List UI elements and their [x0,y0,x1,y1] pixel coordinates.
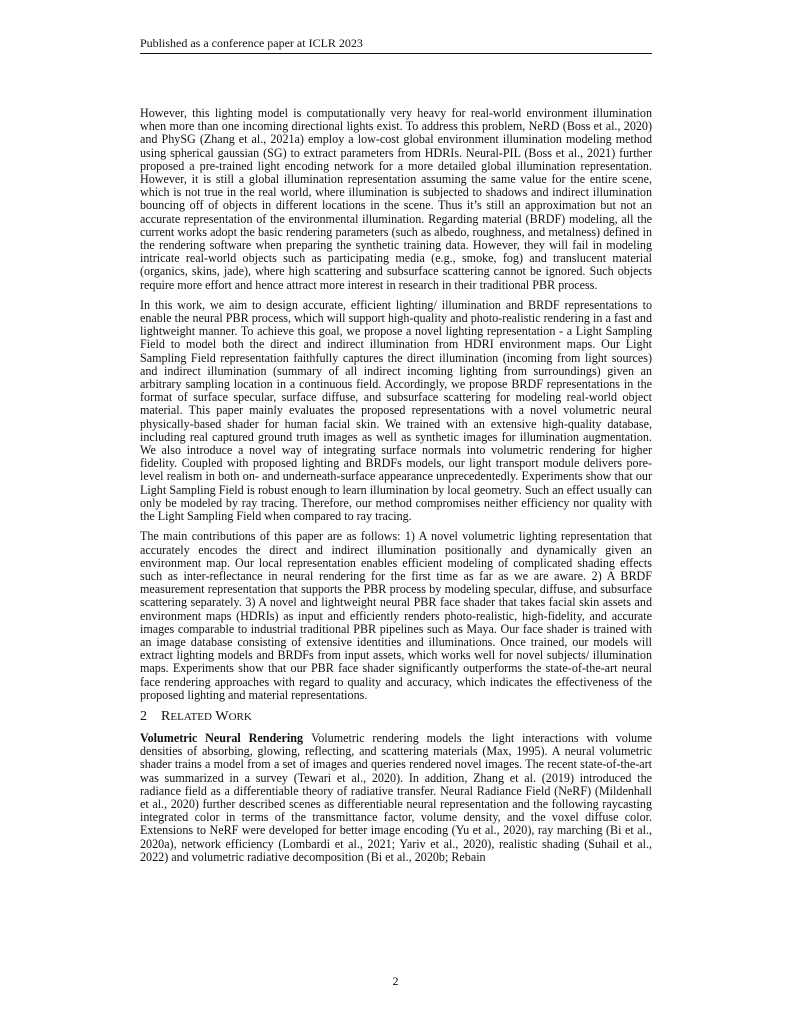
paragraph-run-in-heading: Volumetric Neural Rendering [140,730,304,745]
paragraph-contributions: The main contributions of this paper are as follows: 1) A novel volumetric lighting representation that accurately encodes the direct and indirect illumination positionally and dynamically given an environment map. Our local representation enables efficient modeling of complicated shading effects such as inter-reflectance in neural rendering for the first time as far as we are aware. 2) A BRDF measurement representation that supports the PBR process by modeling specular, diffuse, and subsurface scattering separately. 3) A novel and lightweight neural PBR face shader that takes facial skin assets and environment maps (HDRIs) as input and efficiently renders photo-realistic, high-fidelity, and accurate images comparable to industrial traditional PBR pipelines such as Maya. Our face shader is trained with an image database consisting of extensive identities and illuminations. Once trained, our models will extract lighting models and BRDFs from input assets, which works well for novel subjects/ illumination maps. Experiments show that our PBR face shader significantly outperforms the state-of-the-art neural face rendering approaches with regard to quality and accuracy, which indicates the effectiveness of the proposed lighting and material representations. [140,529,652,702]
paragraph-our-approach: In this work, we aim to design accurate, efficient lighting/ illumination and BRDF representations to enable the neural PBR process, which will support high-quality and photo-realistic rendering in a fast and lightweight manner. To achieve this goal, we propose a novel lighting representation - a Light Sampling Field to model both the direct and indirect illumination from HDRI environment maps. Our Light Sampling Field representation faithfully captures the direct illumination (incoming from light sources) and indirect illumination (summary of all indirect incoming lighting from surroundings) given an arbitrary sampling location in a continuous field. Accordingly, we propose BRDF representations in the format of surface specular, surface diffuse, and subsurface scattering for modeling real-world object material. This paper mainly evaluates the proposed representations with a novel volumetric neural physically-based shader for human facial skin. We trained with an extensive high-quality database, including real captured ground truth images as well as synthetic images for illumination augmentation. We also introduce a novel way of integrating surface normals into volumetric rendering for higher fidelity. Coupled with proposed lighting and BRDFs models, our light transport module delivers pore-level realism in both on- and underneath-surface appearance unprecedentedly. Experiments show that our Light Sampling Field is robust enough to learn illumination by local geometry. Such an effect usually can only be modeled by ray tracing. Therefore, our method compromises neither efficiency nor quality with the Light Sampling Field when compared to ray tracing. [140,297,652,524]
paragraph-body: Volumetric rendering models the light interactions with volume densities of absorbing, glowing, reflecting, and scattering materials (Max, 1995). A neural volumetric shader trains a model from a set of images and queries rendered novel images. The recent state-of-the-art was summarized in a survey (Tewari et al., 2020). In addition, Zhang et al. (2019) introduced the radiance field as a differentiable theory of radiative transfer. Neural Radiance Field (NeRF) (Mildenhall et al., 2020) further described scenes as differentiable neural representation and the following raycasting integrated color in terms of the transmittance factor, volume density, and the voxel diffuse color. Extensions to NeRF were developed for better image encoding (Yu et al., 2020), ray marching (Bi et al., 2020a), network efficiency (Lombardi et al., 2021; Yariv et al., 2020), realistic shading (Suhail et al., 2022) and volumetric radiative decomposition (Bi et al., 2020b; Rebain [140,730,652,864]
section-title-initial-r: R [161,708,171,724]
main-content [140,107,652,871]
page-number: 2 [392,974,399,988]
paragraph-lighting-model: However, this lighting model is computationally very heavy for real-world environment illumination when more than one incoming directional lights exist. To address this problem, NeRD (Boss et al., 2020) and PhySG (Zhang et al., 2021a) employ a low-cost global environment illumination modeling method using spherical gaussian (SG) to extract parameters from HDRIs. Neural-PIL (Boss et al., 2021) further proposed a pre-trained light encoding network for a more detailed global illumination representation. However, it is still a global illumination representation assuming the same value for the entire scene, which is not true in the real world, where illumination is subjected to shadows and indirect illumination bouncing off of objects in different locations in the scene. Thus it’s still an approximation but not an accurate representation of the environmental illumination. Regarding material (BRDF) modeling, all the current works adopt the basic rendering parameters (such as albedo, roughness, and metalness) defined in the rendering software when preparing the synthetic training data. However, they will fail in modeling intricate real-world objects such as participating media (e.g., smoke, fog) and translucent material (organics, skins, jade), where high scattering and subsurface scattering cannot be ignored. Such objects require more effort and hence attract more interest in research in their traditional PBR process. [140,106,652,292]
section-number: 2 [140,708,147,724]
section-heading-related-work [140,709,652,725]
section-title-rest-elated: ELATED [170,710,212,723]
running-header: Published as a conference paper at ICLR 2023 [140,36,652,54]
section-title-initial-w: W [215,708,229,724]
section-title-rest-ork: ORK [228,710,252,723]
paragraph-volumetric-neural-rendering [140,732,652,864]
